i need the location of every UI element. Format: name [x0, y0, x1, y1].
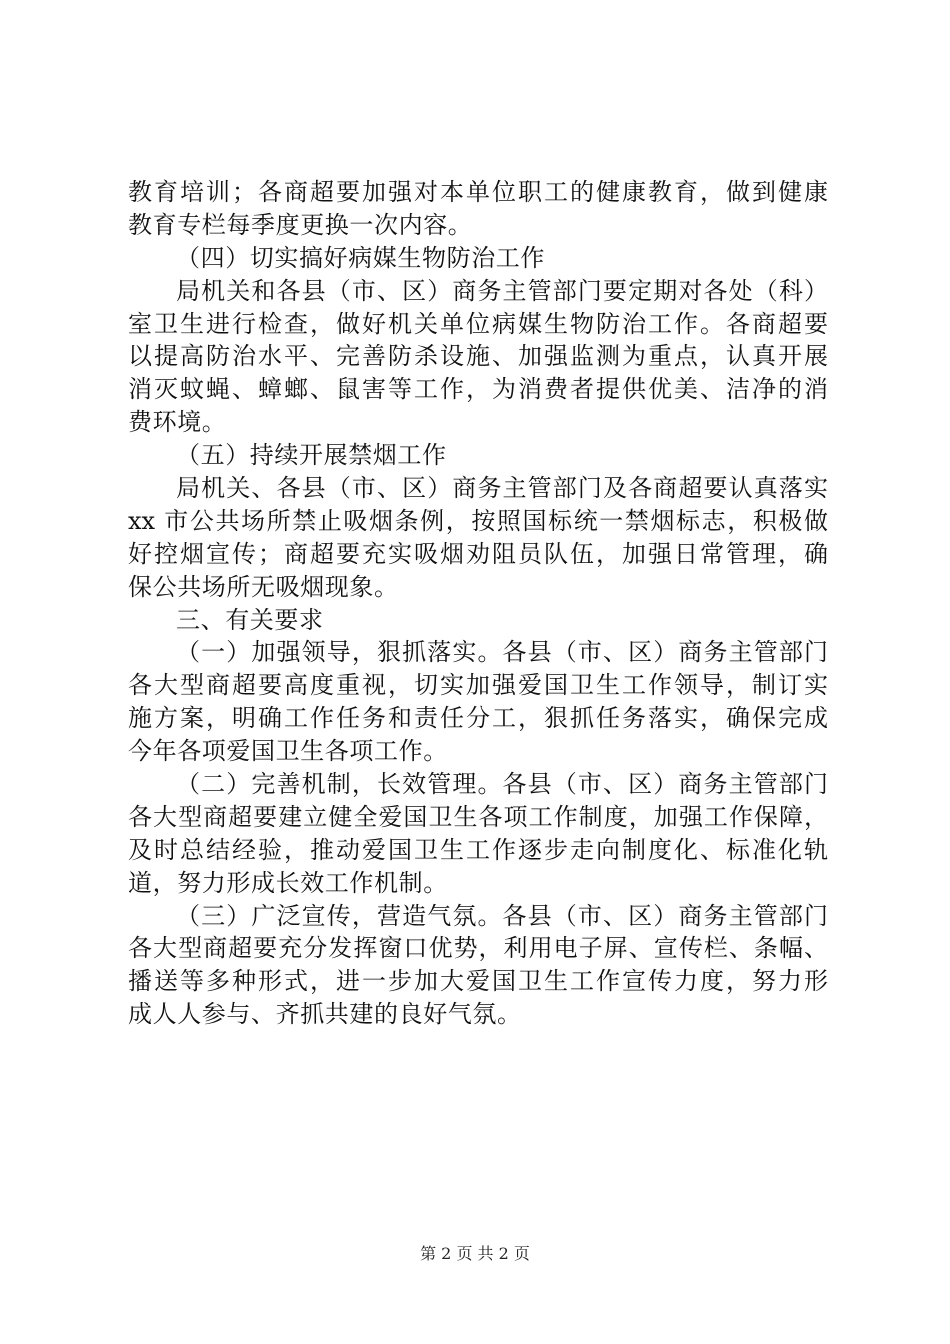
text-line: 教育培训；各商超要加强对本单位职工的健康教育，做到健康: [128, 178, 828, 206]
text-line: （一）加强领导，狠抓落实。各县（市、区）商务主管部门: [176, 638, 828, 667]
text-line: 施方案，明确工作任务和责任分工，狠抓任务落实，确保完成: [128, 704, 828, 733]
text-line: 以提高防治水平、完善防杀设施、加强监测为重点，认真开展: [128, 342, 828, 371]
text-line: （二）完善机制，长效管理。各县（市、区）商务主管部门: [176, 770, 828, 799]
text-line: 播送等多种形式，进一步加大爱国卫生工作宣传力度，努力形: [128, 967, 828, 996]
text-line: 道，努力形成长效工作机制。: [128, 868, 448, 897]
document-body: [128, 176, 828, 1031]
text-line: 好控烟宣传；商超要充实吸烟劝阻员队伍，加强日常管理，确: [128, 539, 828, 568]
text-line: 消灭蚊蝇、蟑螂、鼠害等工作，为消费者提供优美、洁净的消: [128, 375, 828, 404]
text-line: （三）广泛宣传，营造气氛。各县（市、区）商务主管部门: [176, 901, 828, 930]
section-heading: （四）切实搞好病媒生物防治工作: [176, 243, 545, 272]
text-line: 费环境。: [128, 408, 227, 437]
section-heading: 三、有关要求: [176, 605, 324, 634]
text-line: 局机关、各县（市、区）商务主管部门及各商超要认真落实: [176, 474, 828, 503]
section-heading: （五）持续开展禁烟工作: [176, 441, 447, 470]
text-line: 教育专栏每季度更换一次内容。: [128, 210, 473, 239]
text-line: 各大型商超要建立健全爱国卫生各项工作制度，加强工作保障，: [128, 802, 828, 831]
text-line: 及时总结经验，推动爱国卫生工作逐步走向制度化、标准化轨: [128, 835, 828, 864]
text-line: 局机关和各县（市、区）商务主管部门要定期对各处（科）: [176, 276, 828, 305]
text-line: 保公共场所无吸烟现象。: [128, 572, 399, 601]
text-line: 各大型商超要充分发挥窗口优势，利用电子屏、宣传栏、条幅、: [128, 934, 828, 963]
page-footer: 第 2 页 共 2 页: [420, 1244, 530, 1263]
text-line: 今年各项爱国卫生各项工作。: [128, 737, 448, 766]
text-line: 各大型商超要高度重视，切实加强爱国卫生工作领导，制订实: [128, 671, 828, 700]
text-line: xx 市公共场所禁止吸烟条例，按照国标统一禁烟标志，积极做: [128, 506, 828, 535]
text-line: 成人人参与、齐抓共建的良好气氛。: [128, 1000, 522, 1029]
text-line: 室卫生进行检查，做好机关单位病媒生物防治工作。各商超要: [128, 309, 828, 338]
